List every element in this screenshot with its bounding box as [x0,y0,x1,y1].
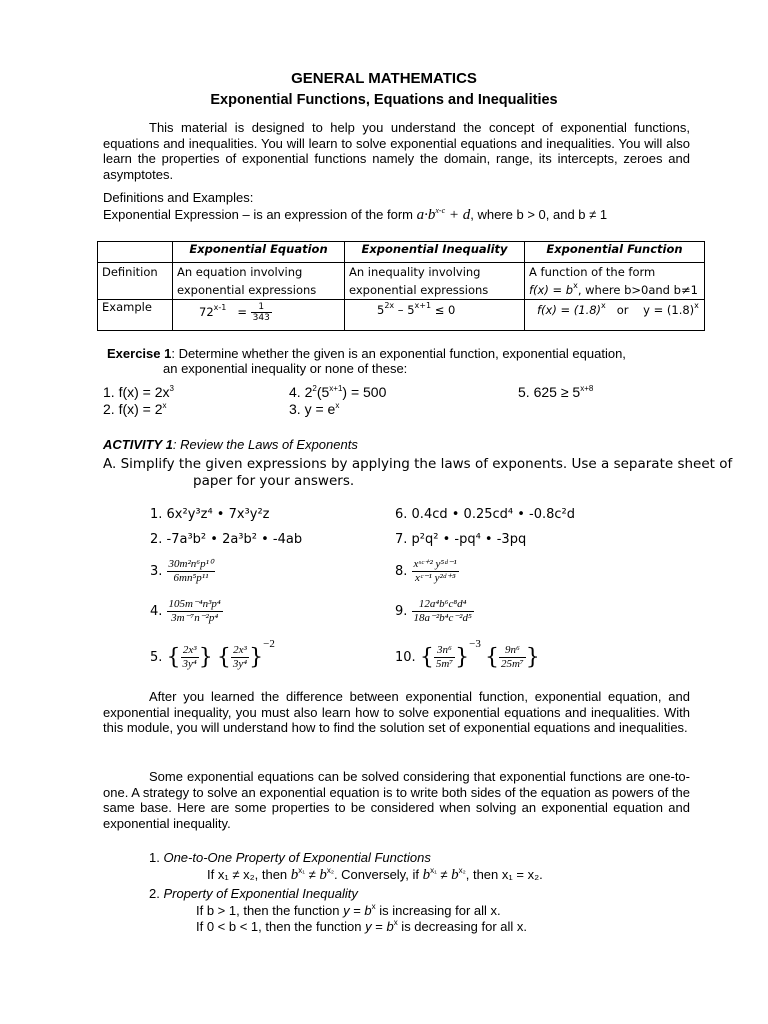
body-text-2: Some exponential equations can be solved considering that exponential functions are one-to-one. A strategy to solve an exponential equation is to write both sides of the equation as powers of the same base. Here are some properties to be considered when solving an exponential equation and exponential inequality. [103,769,690,831]
p2l1-a: If b > 1, then the function [196,903,344,918]
property-1-statement [207,867,543,884]
expr-exp: x-c [435,206,446,215]
activity-item-5 [150,638,275,671]
item10-brace-open-1: { [419,645,434,670]
exercise-line1 [107,346,626,362]
definitions-heading: Definitions and Examples: [103,190,254,205]
item4-den: 3m⁻⁷n⁻²p⁴ [171,612,219,624]
item5-brace-open-1: { [166,645,181,670]
p1-e4: x₂ [458,866,466,875]
expr-form [417,207,471,223]
exercise-text1: : Determine whether the given is an exponential function, exponential equation, [171,346,626,361]
definition-equation [173,263,345,300]
table-header-row [98,242,705,263]
example-inequality [345,300,525,331]
activity-heading [103,437,358,453]
item5-den1: 3y⁴ [182,658,197,670]
p1-e1: x₁ [298,866,305,875]
activity-label-suffix: : Review the Laws of Exponents [172,437,358,452]
p1-b4: b [451,867,459,883]
def-fn-line2 [529,283,698,297]
p1-c: ≠ [304,867,320,882]
table-header-equation: Exponential Equation [173,242,345,263]
activity-item-1: 1. 6x²y³z⁴ • 7x³y²z [150,507,270,522]
expr-prefix: Exponential Expression – is an expression of the form [103,207,417,222]
activity-instruction-1: A. Simplify the given expressions by applying the laws of exponents. Use a separate sheet of [103,456,733,472]
activity-item-10 [395,638,540,671]
ex-fn-1 [537,303,601,317]
expr-tail: + d [445,207,471,223]
p1-b3: b [422,867,431,883]
p2l2-a: If 0 < b < 1, then the function [196,919,366,934]
table-row-example [98,300,705,331]
definition-inequality [345,263,525,300]
item5-exponent: −2 [263,638,275,650]
item3-den: 6mn⁵p¹¹ [173,572,209,584]
body-paragraph-2 [103,769,690,831]
item10-num2: 9n⁶ [499,644,526,658]
item4-number: 4. [150,604,163,619]
property-2-line-1 [196,903,501,919]
p1-b1: b [290,867,299,883]
item3-number: 3. [150,564,163,579]
property-1-heading [149,850,431,866]
ex-eq-exp: x-1 [213,303,227,312]
p2l1-e: x [371,902,376,911]
p2l1-b: b [364,903,372,918]
item3-fraction [167,558,216,585]
item9-den: 18a⁻²b⁴c⁻²d⁵ [413,612,472,624]
def-fn-exp: x [573,281,578,290]
p1-d: . Conversely, if [333,867,423,882]
activity-item-9 [395,598,474,625]
p2l2-eq: = [371,919,387,934]
ex-item3-pre: 3. y = e [289,401,336,417]
property-2-heading [149,886,358,902]
item5-brace-close-1: } [198,645,213,670]
p2l1-eq: = [349,903,365,918]
p2l2-c: is decreasing for all x. [397,919,528,934]
p2l2-e: x [393,918,398,927]
exercise-line2: an exponential inequality or none of these: [163,361,408,376]
ex-fn-or: or [616,303,629,317]
ex-fn-p2: y = (1.8) [643,303,695,317]
example-label: Example [98,300,173,331]
exercise-item-4 [289,385,386,401]
p1-a: If x₁ ≠ x₂, then [207,867,291,882]
item3-num: 30m²n⁶p¹⁰ [168,558,214,570]
item10-fraction-1 [434,644,455,671]
table-header-empty [98,242,173,263]
activity-item-2: 2. -7a³b² • 2a³b² • -4ab [150,532,303,547]
ex-ineq-e2: x+1 [414,301,432,310]
item8-fraction [412,558,459,585]
ex-item3-exp: x [335,401,340,410]
ex-ineq-mid: – 5 [394,303,415,317]
example-equation [173,300,345,331]
p1-e3: x₁ [430,866,437,875]
table-header-function: Exponential Function [525,242,705,263]
intro-text: This material is designed to help you understand the concept of exponential functions, equations and inequalities. You will learn to solve exponential equations and inequalities. You will also learn the properties of exponential functions namely the domain, range, its intercepts, zeroes and asymptotes. [103,120,690,182]
ex-item5-pre: 5. 625 ≥ 5 [518,384,581,400]
p2-title: Property of Exponential Inequality [163,886,358,901]
ex-item1-pre: 1. f(x) = 2x [103,384,170,400]
def-eq-line1: An equation involving [177,265,303,279]
def-ineq-line1: An inequality involving [349,265,481,279]
definitions-table [97,241,705,331]
ex-eq-base: 72 [199,305,214,319]
activity-item-6: 6. 0.4cd • 0.25cd⁴ • -0.8c²d [395,507,576,522]
activity-item-3 [150,558,215,585]
item10-brace-close-2: } [525,645,540,670]
ex-item4-post: (5 [316,384,330,400]
p2l2-b: b [386,919,394,934]
item10-exponent: −3 [469,638,481,650]
ex-item4-post2: ) = 500 [342,384,387,400]
def-ineq-line2: exponential expressions [349,283,489,297]
definition-label: Definition [98,263,173,300]
p1-title: One-to-One Property of Exponential Functions [163,850,431,865]
item4-num: 105m⁻⁴n³p⁴ [168,598,221,610]
item5-den2: 3y⁴ [232,658,248,670]
p2l1-c: is increasing for all x. [375,903,501,918]
ex-ineq-b1: 5 [377,303,385,317]
item10-brace-close-1: } [455,645,470,670]
ex-item5-exp: x+8 [580,384,594,393]
ex-item4-exp: 2 [312,384,317,393]
item10-brace-open-2: { [484,645,499,670]
ex-eq-num: 1 [251,302,272,313]
ex-eq-fraction [251,302,272,323]
exercise-item-2 [103,402,167,418]
item10-number: 10. [395,650,416,665]
activity-item-7: 7. p²q² • -pq⁴ • -3pq [395,532,527,547]
exercise-item-1 [103,385,174,401]
def-fn-suffix: , where b>0and b≠1 [577,283,698,297]
body-text-1: After you learned the difference between exponential function, exponential equation, and exponential inequality, you must also learn how to solve exponential equations and inequalities. With this module, you will understand how to find the solution set of exponential equations and inequalities. [103,689,690,735]
p1-e: ≠ [436,867,452,882]
def-fn-line1: A function of the form [529,265,656,279]
ex-item1-exp: 3 [169,384,174,393]
intro-paragraph [103,120,690,182]
ex-ineq-tail: ≤ 0 [431,303,456,317]
ex-fn-e1: x [601,301,606,310]
item10-num1: 3n⁶ [434,644,455,658]
item5-brace-open-2: { [216,645,231,670]
ex-fn-p1: f(x) = (1.8) [537,303,602,317]
item8-den: xᶜ⁻¹ y²ᵈ⁺³ [414,572,456,584]
ex-item4-pre: 4. 2 [289,384,313,400]
p2l1-y: y [343,903,350,918]
item10-fraction-2 [499,644,526,671]
item4-fraction [167,598,223,625]
item5-fraction-1 [181,644,199,671]
item10-den2: 25m⁷ [500,658,524,670]
item8-num: xˢᶜ⁺² y⁵ᵈ⁻¹ [413,558,457,570]
definition-function [525,263,705,300]
page-title: GENERAL MATHEMATICS [291,70,477,87]
item5-num1: 2x³ [181,644,199,658]
example-function [525,300,705,331]
body-paragraph-1 [103,689,690,736]
page-subtitle: Exponential Functions, Equations and Inequalities [210,92,558,108]
p2l2-y: y [365,919,372,934]
ex-fn-e2: x [694,301,699,310]
table-header-inequality: Exponential Inequality [345,242,525,263]
table-row-definition [98,263,705,300]
p1-e2: x₂ [326,866,334,875]
def-eq-line2: exponential expressions [177,283,317,297]
item8-number: 8. [395,564,408,579]
ex-eq-equals: = [237,305,247,319]
activity-item-8 [395,558,459,585]
expr-suffix: , where b > 0, and b ≠ 1 [470,207,608,222]
item5-number: 5. [150,650,163,665]
item9-fraction [412,598,474,625]
ex-ineq-e1: 2x [384,301,395,310]
item9-num: 12a⁴b⁶c⁸d⁴ [412,598,474,612]
p1-number: 1. [149,850,164,865]
item5-fraction-2 [231,644,249,671]
exponential-expression-definition [103,207,607,224]
item9-number: 9. [395,604,408,619]
def-fn-prefix: f(x) = b [529,283,574,297]
p1-b2: b [319,867,327,883]
ex-item2-exp: x [162,401,167,410]
p1-f: , then x₁ = x₂. [465,867,543,882]
exercise-item-5 [518,385,593,401]
activity-item-4 [150,598,223,625]
p2-number: 2. [149,886,164,901]
activity-label: ACTIVITY 1 [103,437,173,452]
ex-eq-den: 343 [252,313,270,323]
exercise-item-3 [289,402,339,418]
exercise-label: Exercise 1 [107,346,172,361]
item10-den1: 5m⁷ [435,658,454,670]
activity-instruction-2: paper for your answers. [193,473,355,489]
ex-item4-exp2: x+1 [329,384,343,393]
item5-num2: 2x³ [231,644,249,658]
item5-brace-close-2: } [249,645,264,670]
ex-item2-pre: 2. f(x) = 2 [103,401,163,417]
property-2-line-2 [196,919,527,935]
expr-base: a·b [416,207,436,223]
